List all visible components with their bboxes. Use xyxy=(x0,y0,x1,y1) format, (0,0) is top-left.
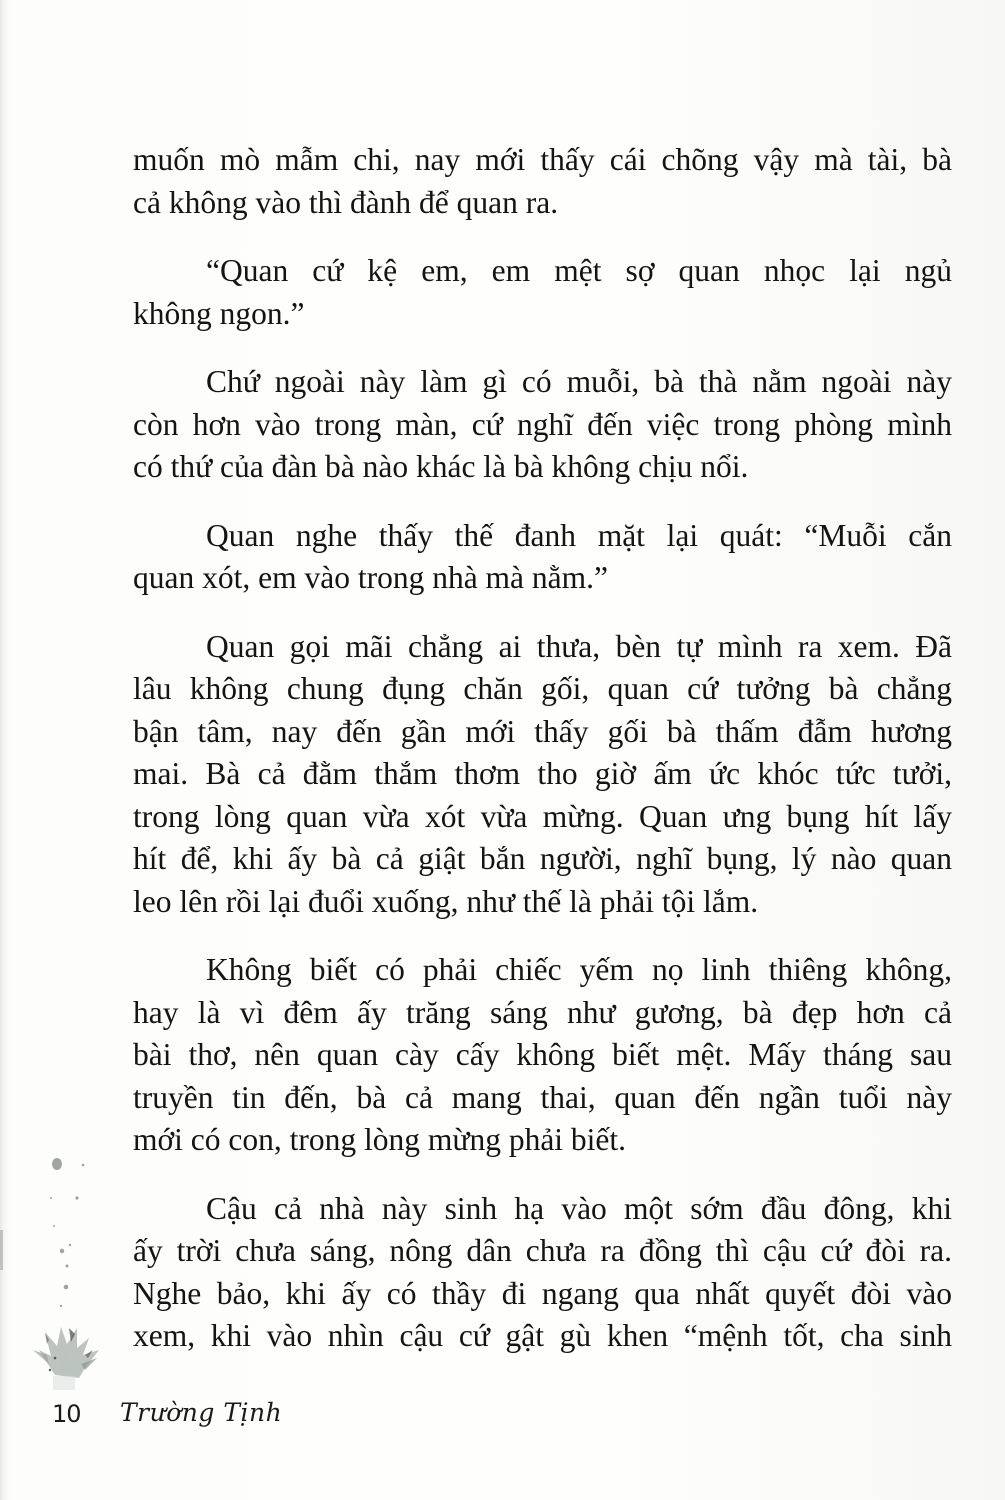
text-line: Chứ ngoài này làm gì có muỗi, bà thà nằm ngoài này xyxy=(206,364,952,399)
text-line: Quan nghe thấy thế đanh mặt lại quát: “Muỗi cắn xyxy=(206,517,952,553)
text-line: có thứ của đàn bà nào khác là bà không chịu nổi. xyxy=(133,449,749,484)
ink-drop xyxy=(64,1285,69,1290)
text-line: mai. Bà cả đằm thắm thơm tho giờ ấm ức khóc tức tưởi, xyxy=(133,756,952,791)
text-line: truyền tin đến, bà cả mang thai, quan đến ngần tuổi này xyxy=(133,1079,952,1115)
ink-drop xyxy=(60,1249,64,1253)
text-line: muốn mò mẫm chi, nay mới thấy cái chõng vậy mà tài, bà xyxy=(133,142,952,177)
text-line: hay là vì đêm ấy trăng sáng như gương, bà đẹp hơn cả xyxy=(133,994,952,1030)
text-line: lâu không chung đụng chăn gối, quan cứ tưởng bà chẳng xyxy=(133,671,952,706)
ink-drop xyxy=(82,1164,85,1167)
ink-drop xyxy=(52,1158,62,1170)
text-line: ấy trời chưa sáng, nông dân chưa ra đồng thì cậu cứ đòi ra. xyxy=(133,1233,952,1268)
text-line: xem, khi vào nhìn cậu cứ gật gù khen “mệnh tốt, cha sinh xyxy=(133,1318,952,1353)
text-line: leo lên rồi lại đuổi xuống, như thế là phải tội lắm. xyxy=(133,883,759,919)
text-line: trong lòng quan vừa xót vừa mừng. Quan ưng bụng hít lấy xyxy=(133,798,952,834)
text-line: bận tâm, nay đến gần mới thấy gối bà thấm đẫm hương xyxy=(133,713,952,749)
text-line: còn hơn vào trong màn, cứ nghĩ đến việc trong phòng mình xyxy=(133,406,952,442)
ink-drop xyxy=(75,1196,78,1199)
page-number: 10 xyxy=(52,1400,81,1428)
ink-drop xyxy=(66,1265,69,1268)
text-line: quan xót, em vào trong nhà mà nằm.” xyxy=(133,560,608,595)
lotus-flower-icon xyxy=(33,1327,99,1390)
text-line: cả không vào thì đành để quan ra. xyxy=(133,184,559,220)
ink-drop xyxy=(69,1244,71,1246)
text-line: bài thơ, nên quan cày cấy không biết mệt. Mấy tháng sau xyxy=(133,1037,952,1072)
text-line: Cậu cả nhà này sinh hạ vào một sớm đầu đông, khi xyxy=(206,1190,952,1226)
text-line: Quan gọi mãi chẳng ai thưa, bèn tự mình ra xem. Đã xyxy=(206,628,952,664)
text-line: Không biết có phải chiếc yếm nọ linh thiêng không, xyxy=(206,952,952,987)
spine-shadow xyxy=(0,1230,3,1270)
ink-drop xyxy=(53,1225,55,1227)
ink-drop xyxy=(50,1197,52,1199)
text-line: hít để, khi ấy bà cả giật bắn người, nghĩ bụng, lý nào quan xyxy=(133,841,952,876)
text-line: Nghe bảo, khi ấy có thầy đi ngang qua nhất quyết đòi vào xyxy=(133,1275,952,1311)
running-footer-author: Trường Tịnh xyxy=(120,1398,283,1427)
lotus-illustration-icon xyxy=(25,1150,105,1400)
text-line: không ngon.” xyxy=(133,295,305,331)
text-line: mới có con, trong lòng mừng phải biết. xyxy=(133,1122,627,1157)
text-line: “Quan cứ kệ em, em mệt sợ quan nhọc lại ngủ xyxy=(206,253,952,288)
ink-drop xyxy=(60,1305,62,1307)
